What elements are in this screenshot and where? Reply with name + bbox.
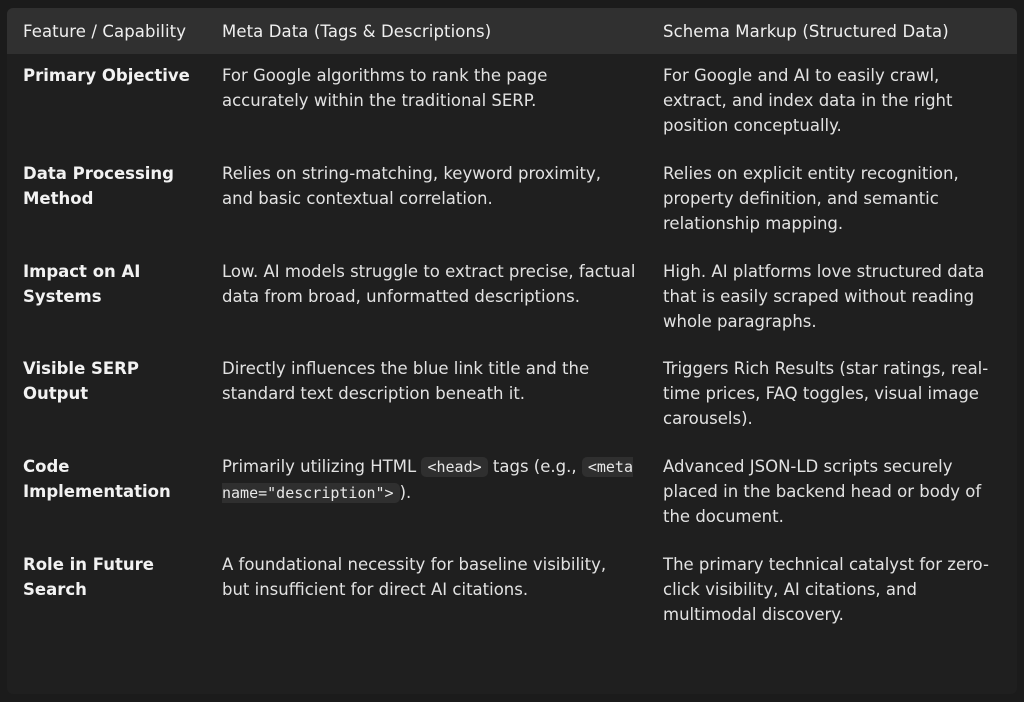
feature-cell: Visible SERP Output xyxy=(23,359,139,404)
meta-text-suffix: ). xyxy=(399,483,412,503)
header-schema-markup: Schema Markup (Structured Data) xyxy=(663,21,949,41)
schema-cell: High. AI platforms love structured data that is easily scraped without reading whole paragraphs. xyxy=(663,261,985,331)
header-feature: Feature / Capability xyxy=(23,21,187,41)
meta-text-prefix: Primarily utilizing HTML xyxy=(222,457,417,477)
table-row xyxy=(7,250,1017,348)
schema-cell: Advanced JSON-LD scripts securely placed in the backend head or body of the document. xyxy=(663,457,982,527)
header-meta-data: Meta Data (Tags & Descriptions) xyxy=(222,21,492,41)
schema-cell: Relies on explicit entity recognition, property definition, and semantic relationship mapping. xyxy=(663,163,959,233)
table-row xyxy=(7,543,1017,641)
table-header xyxy=(7,8,1017,54)
meta-cell: Relies on string-matching, keyword proximity, and basic contextual correlation. xyxy=(222,163,601,208)
comparison-table xyxy=(7,8,1017,641)
schema-cell: For Google and AI to easily crawl, extract, and index data in the right position conceptually. xyxy=(663,66,953,135)
inline-code-meta-description: <meta name="description"> xyxy=(222,458,633,503)
header-row xyxy=(7,8,1017,54)
meta-cell: For Google algorithms to rank the page accurately within the traditional SERP. xyxy=(222,66,548,110)
feature-cell: Primary Objective xyxy=(23,66,190,85)
table-row xyxy=(7,445,1017,543)
meta-cell xyxy=(206,445,647,543)
feature-cell: Role in Future Search xyxy=(23,554,154,599)
meta-cell: Low. AI models struggle to extract precise, factual data from broad, unformatted descriptions. xyxy=(222,261,636,306)
table-row xyxy=(7,152,1017,250)
meta-text-middle: tags (e.g., xyxy=(492,457,577,477)
feature-cell: Data Processing Method xyxy=(23,163,174,208)
meta-cell: A foundational necessity for baseline visibility, but insufficient for direct AI citations. xyxy=(222,554,607,599)
schema-cell: Triggers Rich Results (star ratings, real-time prices, FAQ toggles, visual image carousels). xyxy=(663,359,989,429)
table-body xyxy=(7,54,1017,641)
inline-code-head: <head> xyxy=(421,457,487,477)
feature-cell: Code Implementation xyxy=(23,457,171,502)
schema-cell: The primary technical catalyst for zero-click visibility, AI citations, and multimodal discovery. xyxy=(663,554,989,624)
feature-cell: Impact on AI Systems xyxy=(23,261,141,306)
comparison-table-container xyxy=(7,8,1017,694)
table-row xyxy=(7,54,1017,152)
table-row xyxy=(7,347,1017,445)
meta-cell: Directly influences the blue link title and the standard text description beneath it. xyxy=(222,359,590,404)
